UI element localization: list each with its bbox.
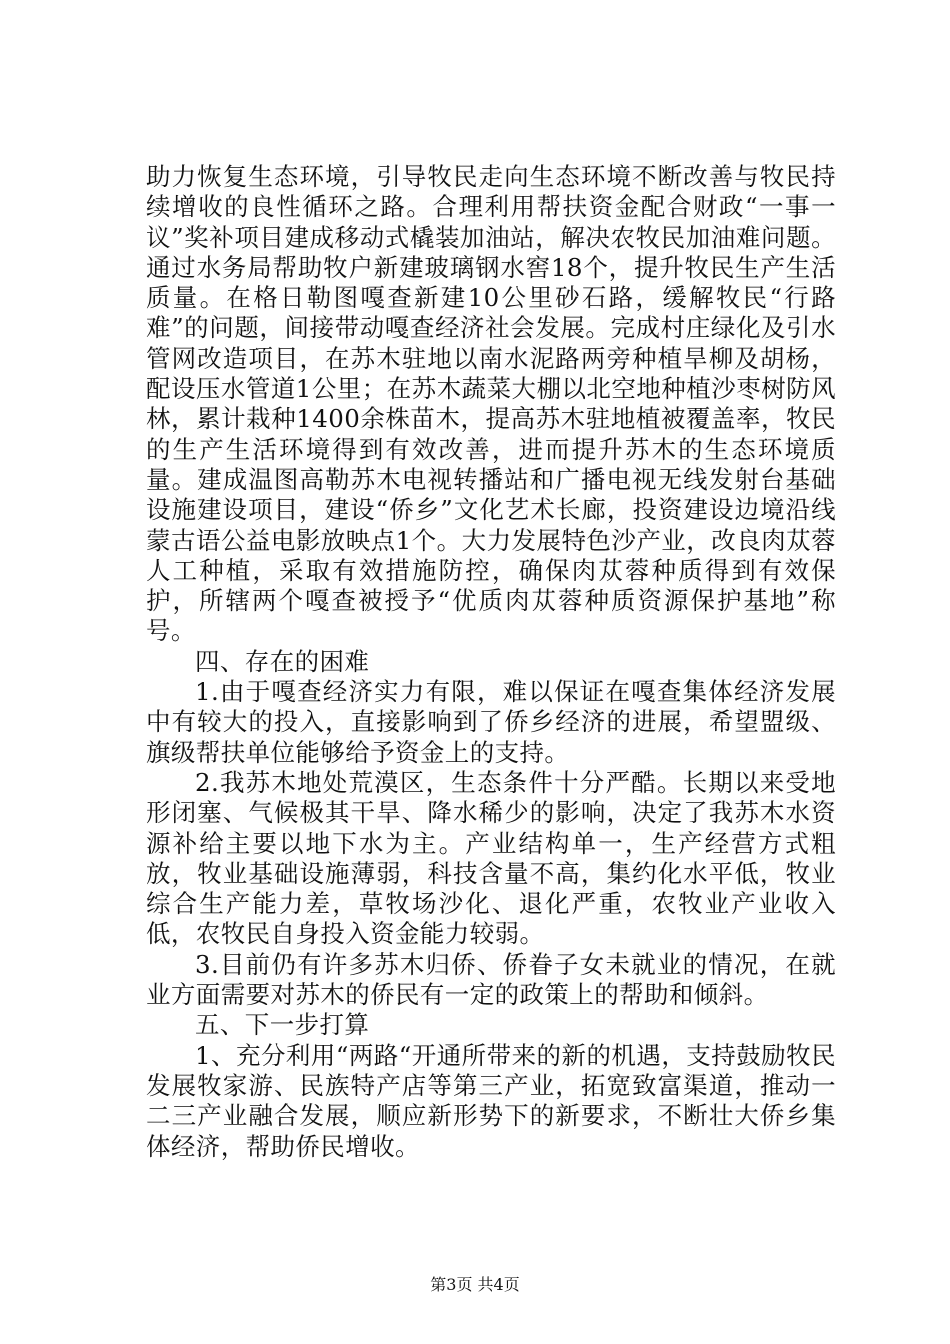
paragraph-ecology-projects: 助力恢复生态环境，引导牧民走向生态环境不断改善与牧民持续增收的良性循环之路。合理利用帮扶资金配合财政“一事一议”奖补项目建成移动式橇装加油站，解决农牧民加油难问题。通过水务局帮助牧户新建玻璃钢水窖18个，提升牧民生产生活质量。在格日勒图嘎查新建10公里砂石路，缓解牧民“行路难”的问题，间接带动嘎查经济社会发展。完成村庄绿化及引水管网改造项目，在苏木驻地以南水泥路两旁种植旱柳及胡杨，配设压水管道1公里；在苏木蔬菜大棚以北空地种植沙枣树防风林，累计栽种1400余株苗木，提高苏木驻地植被覆盖率，牧民的生产生活环境得到有效改善，进而提升苏木的生态环境质量。建成温图高勒苏木电视转播站和广播电视无线发射台基础设施建设项目，建设“侨乡”文化艺术长廊，投资建设边境沿线蒙古语公益电影放映点1个。大力发展特色沙产业，改良肉苁蓉人工种植，采取有效措施防控，确保肉苁蓉种质得到有效保护，所辖两个嘎查被授予“优质肉苁蓉种质资源保护基地”称号。 [146,162,836,646]
document-body [146,162,836,1162]
paragraph-difficulty-2: 2.我苏木地处荒漠区，生态条件十分严酷。长期以来受地形闭塞、气候极其干旱、降水稀少的影响，决定了我苏木水资源补给主要以地下水为主。产业结构单一，生产经营方式粗放，牧业基础设施薄弱，科技含量不高，集约化水平低，牧业综合生产能力差，草牧场沙化、退化严重，农牧业产业收入低，农牧民自身投入资金能力较弱。 [146,767,836,949]
paragraph-difficulty-1: 1.由于嘎查经济实力有限，难以保证在嘎查集体经济发展中有较大的投入，直接影响到了侨乡经济的进展，希望盟级、旗级帮扶单位能够给予资金上的支持。 [146,677,836,767]
section-heading-next-steps: 五、下一步打算 [195,1010,370,1040]
paragraph-next-step-1: 1、充分利用“两路“开通所带来的新的机遇，支持鼓励牧民发展牧家游、民族特产店等第三产业，拓宽致富渠道，推动一二三产业融合发展，顺应新形势下的新要求，不断壮大侨乡集体经济，帮助侨民增收。 [146,1040,836,1161]
page-number-footer: 第3页 共4页 [430,1275,520,1294]
paragraph-difficulty-3: 3.目前仍有许多苏木归侨、侨眷子女未就业的情况，在就业方面需要对苏木的侨民有一定的政策上的帮助和倾斜。 [146,949,836,1010]
section-heading-difficulties: 四、存在的困难 [195,646,370,676]
